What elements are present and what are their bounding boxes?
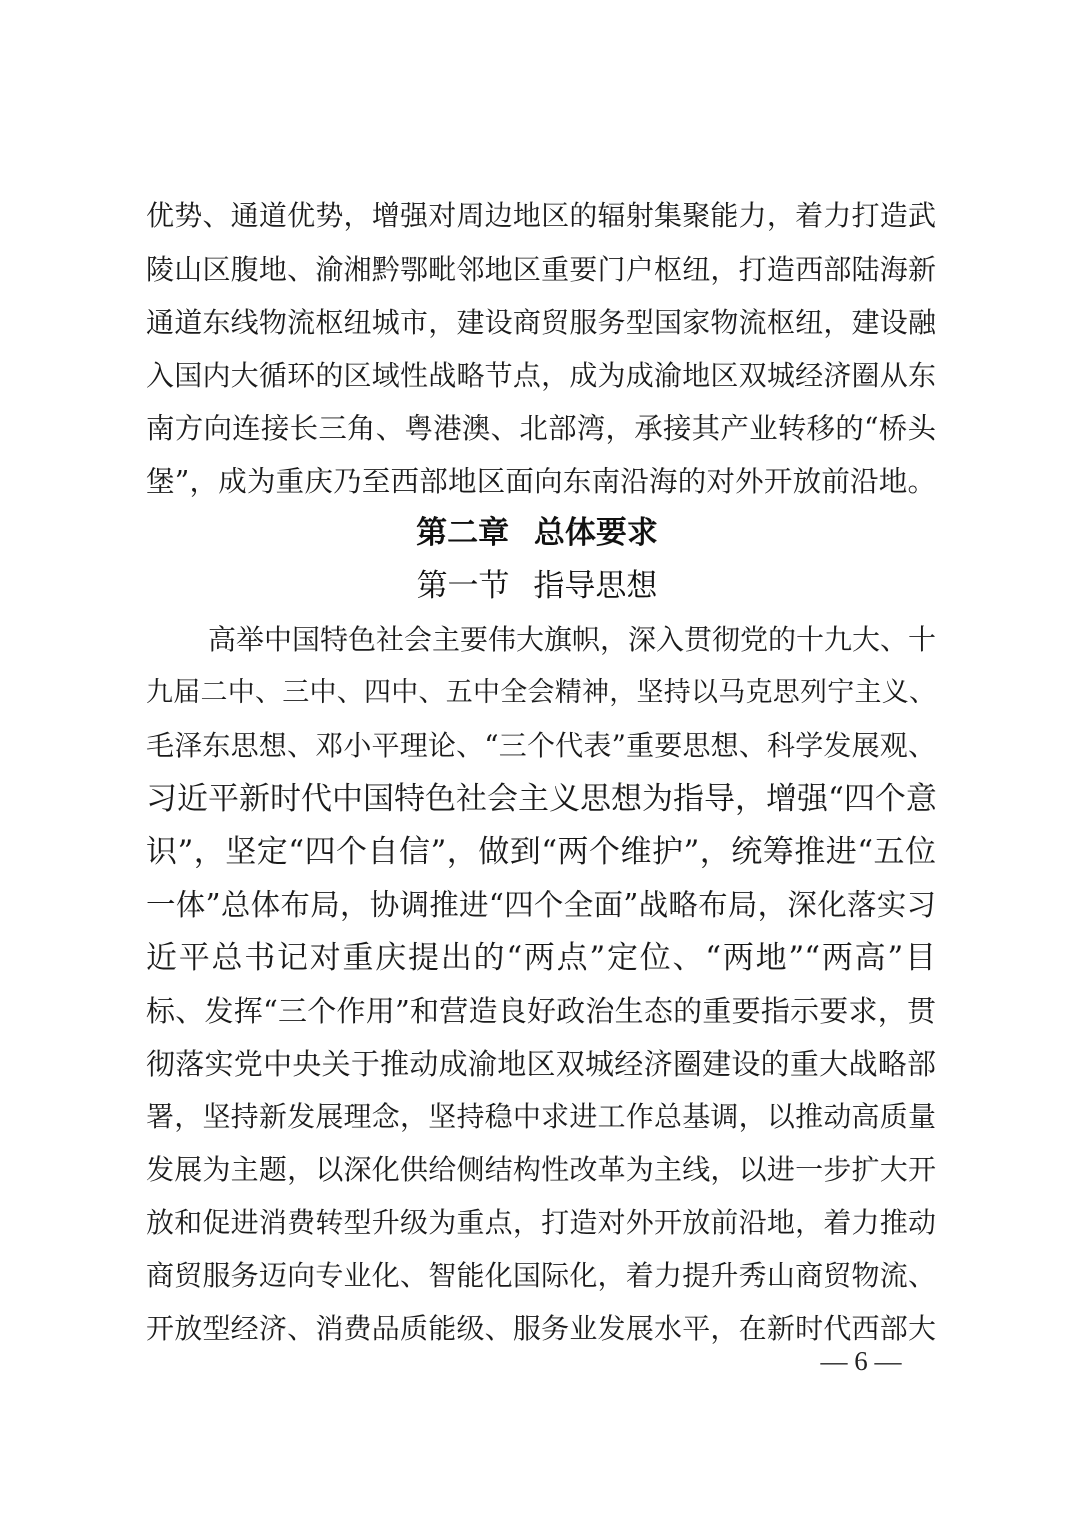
guiding-line-9: 彻落实党中央关于推动成渝地区双城经济圈建设的重大战略部	[146, 1047, 936, 1081]
guiding-line-2: 九届二中、三中、四中、五中全会精神，坚持以马克思列宁主义、	[146, 677, 936, 708]
intro-line-6: 堡”，成为重庆乃至西部地区面向东南沿海的对外开放前沿地。	[146, 465, 936, 498]
guiding-line-5: 识”，坚定“四个自信”，做到“两个维护”，统筹推进“五位	[146, 834, 936, 870]
guiding-line-10: 署，坚持新发展理念，坚持稳中求进工作总基调，以推动高质量	[146, 1100, 936, 1133]
guiding-line-11: 发展为主题，以深化供给侧结构性改革为主线，以进一步扩大开	[146, 1153, 936, 1186]
guiding-line-6: 一体”总体布局，协调推进“四个全面”战略布局，深化落实习	[146, 888, 936, 922]
guiding-line-3: 毛泽东思想、邓小平理论、“三个代表”重要思想、科学发展观、	[146, 729, 936, 762]
guiding-line-12: 放和促进消费转型升级为重点，打造对外开放前沿地，着力推动	[146, 1206, 936, 1239]
guiding-line-13: 商贸服务迈向专业化、智能化国际化，着力提升秀山商贸物流、	[146, 1259, 936, 1292]
page-number: — 6 —	[820, 1346, 902, 1376]
intro-line-2: 陵山区腹地、渝湘黔鄂毗邻地区重要门户枢纽，打造西部陆海新	[146, 253, 936, 286]
guiding-line-7: 近平总书记对重庆提出的“两点”定位、“两地”“两高”目	[146, 940, 936, 976]
intro-line-1: 优势、通道优势，增强对周边地区的辐射集聚能力，着力打造武	[146, 199, 936, 232]
intro-line-3: 通道东线物流枢纽城市，建设商贸服务型国家物流枢纽，建设融	[146, 306, 936, 339]
guiding-line-8: 标、发挥“三个作用”和营造良好政治生态的重要指示要求，贯	[146, 994, 936, 1028]
section-title: 第一节 指导思想	[416, 568, 658, 604]
guiding-line-14: 开放型经济、消费品质能级、服务业发展水平，在新时代西部大	[146, 1312, 936, 1345]
intro-line-5: 南方向连接长三角、粤港澳、北部湾，承接其产业转移的“桥头	[146, 412, 936, 445]
guiding-line-4: 习近平新时代中国特色社会主义思想为指导，增强“四个意	[146, 781, 937, 817]
guiding-line-1: 高举中国特色社会主要伟大旗帜，深入贯彻党的十九大、十	[208, 623, 937, 656]
intro-line-4: 入国内大循环的区域性战略节点，成为成渝地区双城经济圈从东	[146, 359, 936, 392]
chapter-title: 第二章 总体要求	[416, 515, 658, 551]
